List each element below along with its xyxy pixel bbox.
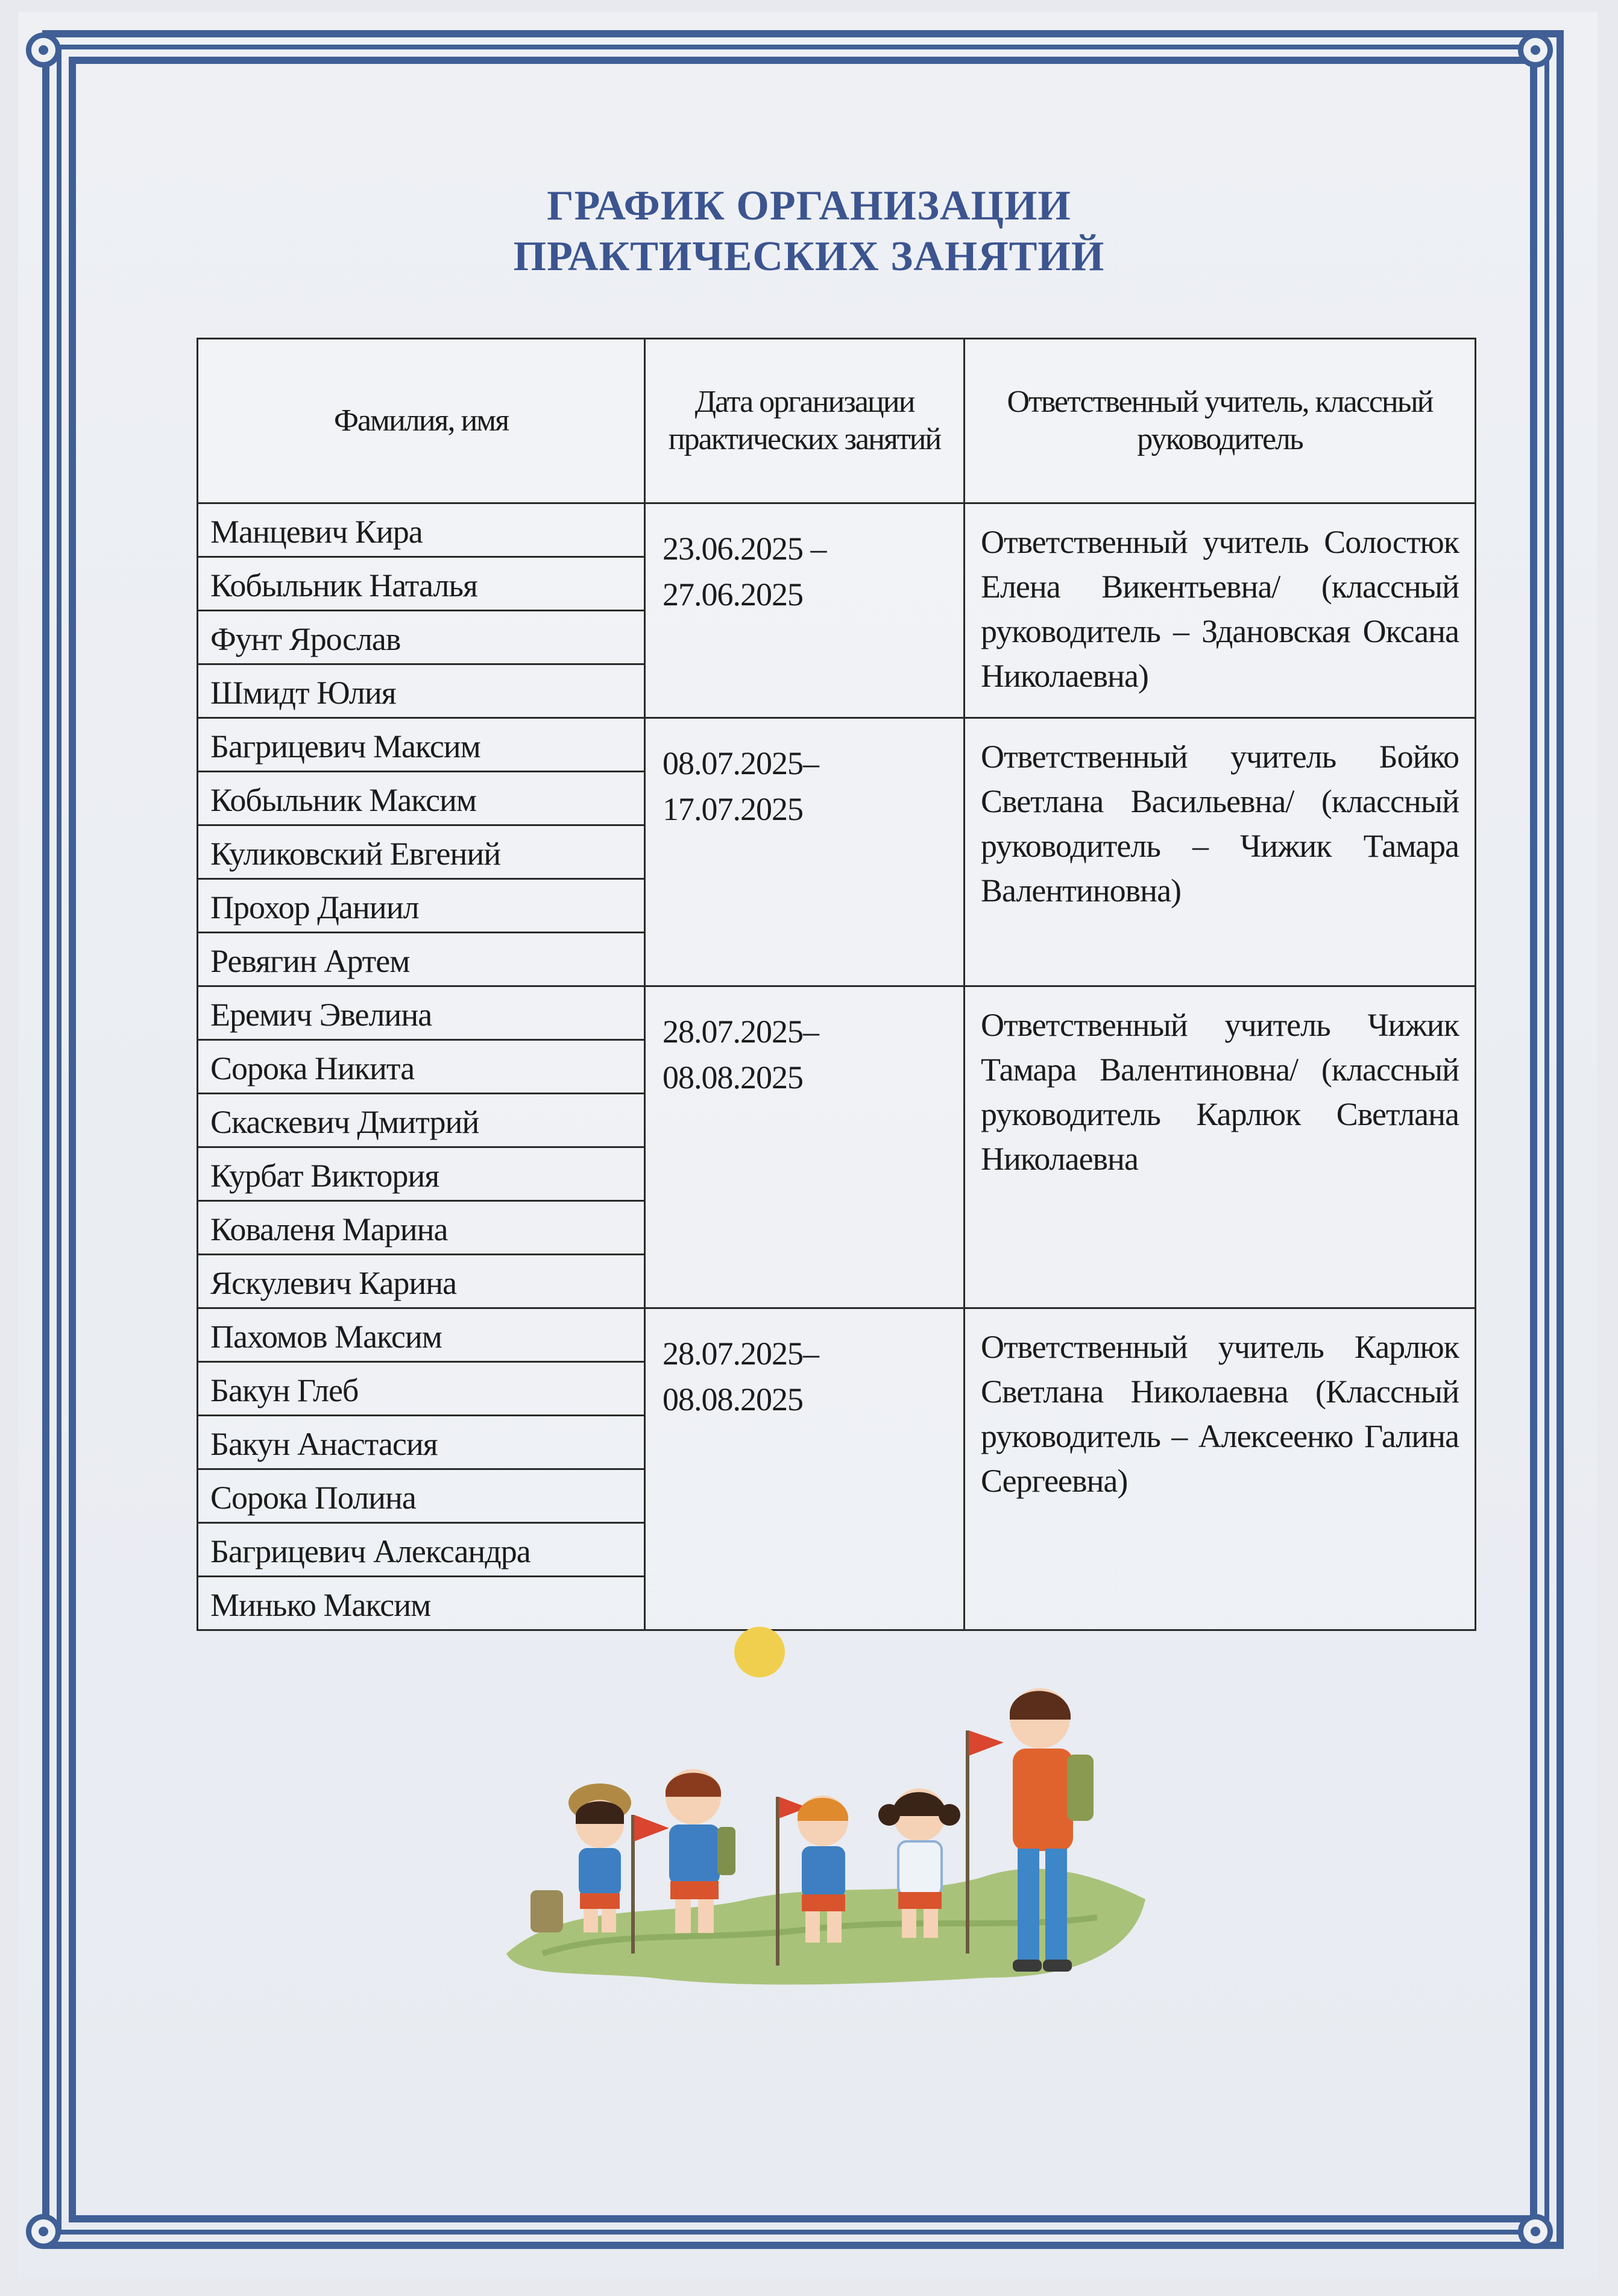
corner-ornament-icon [26, 2214, 61, 2249]
student-name-cell: Фунт Ярослав [198, 611, 645, 664]
hiking-children-illustration-icon [494, 1616, 1157, 2014]
table-header-row [198, 339, 1476, 503]
student-name-cell: Коваленя Марина [198, 1201, 645, 1255]
teacher-cell: Ответственный учитель Солостюк Елена Викентьевна/ (классный руководитель – Здановская Оксана Николаевна) [965, 503, 1476, 718]
corner-ornament-icon [1518, 2214, 1553, 2249]
teacher-cell: Ответственный учитель Чижик Тамара Валентиновна/ (классный руководитель Карлюк Светлана Николаевна [965, 986, 1476, 1308]
student-name-cell: Куликовский Евгений [198, 825, 645, 879]
student-name-cell: Багрицевич Александра [198, 1523, 645, 1577]
date-range-cell: 28.07.2025– 08.08.2025 [645, 1308, 965, 1630]
student-name-cell: Манцевич Кира [198, 503, 645, 557]
backpack-icon [530, 1890, 563, 1932]
flag-icon [634, 1815, 669, 1841]
student-name-cell: Кобыльник Наталья [198, 557, 645, 611]
teacher-cell: Ответственный учитель Карлюк Светлана Николаевна (Классный руководитель – Алексеенко Галина Сергеевна) [965, 1308, 1476, 1630]
page-title [0, 181, 1618, 282]
table-row [198, 1308, 1476, 1362]
page-title-line-2: ПРАКТИЧЕСКИХ ЗАНЯТИЙ [513, 233, 1105, 280]
student-name-cell: Минько Максим [198, 1577, 645, 1630]
flag-icon [969, 1730, 1004, 1756]
table-row [198, 986, 1476, 1040]
student-name-cell: Бакун Анастасия [198, 1416, 645, 1469]
student-name-cell: Пахомов Максим [198, 1308, 645, 1362]
schedule-table [197, 338, 1476, 1631]
table-row [198, 503, 1476, 557]
student-name-cell: Сорока Полина [198, 1469, 645, 1523]
date-range-cell: 28.07.2025– 08.08.2025 [645, 986, 965, 1308]
student-name-cell: Яскулевич Карина [198, 1255, 645, 1308]
student-name-cell: Ревягин Артем [198, 933, 645, 986]
child-1-icon [568, 1784, 631, 1932]
student-name-cell: Еремич Эвелина [198, 986, 645, 1040]
student-name-cell: Кобыльник Максим [198, 772, 645, 825]
schedule-body [198, 503, 1476, 1630]
student-name-cell: Скаскевич Дмитрий [198, 1094, 645, 1147]
page-title-line-1: ГРАФИК ОРГАНИЗАЦИИ [547, 183, 1071, 229]
student-name-cell: Сорока Никита [198, 1040, 645, 1094]
table-row [198, 718, 1476, 772]
corner-ornament-icon [26, 33, 61, 68]
student-name-cell: Багрицевич Максим [198, 718, 645, 772]
date-range-cell: 23.06.2025 – 27.06.2025 [645, 503, 965, 718]
student-name-cell: Курбат Виктория [198, 1147, 645, 1201]
student-name-cell: Шмидт Юлия [198, 664, 645, 718]
teacher-cell: Ответственный учитель Бойко Светлана Васильевна/ (классный руководитель – Чижик Тамара Валентиновна) [965, 718, 1476, 986]
sun-icon [734, 1627, 785, 1677]
corner-ornament-icon [1518, 33, 1553, 68]
date-range-cell: 08.07.2025– 17.07.2025 [645, 718, 965, 986]
header-teacher: Ответственный учитель, классный руководитель [965, 339, 1476, 503]
student-name-cell: Прохор Даниил [198, 879, 645, 933]
header-date: Дата организации практических занятий [645, 339, 965, 503]
header-name: Фамилия, имя [198, 339, 645, 503]
student-name-cell: Бакун Глеб [198, 1362, 645, 1416]
